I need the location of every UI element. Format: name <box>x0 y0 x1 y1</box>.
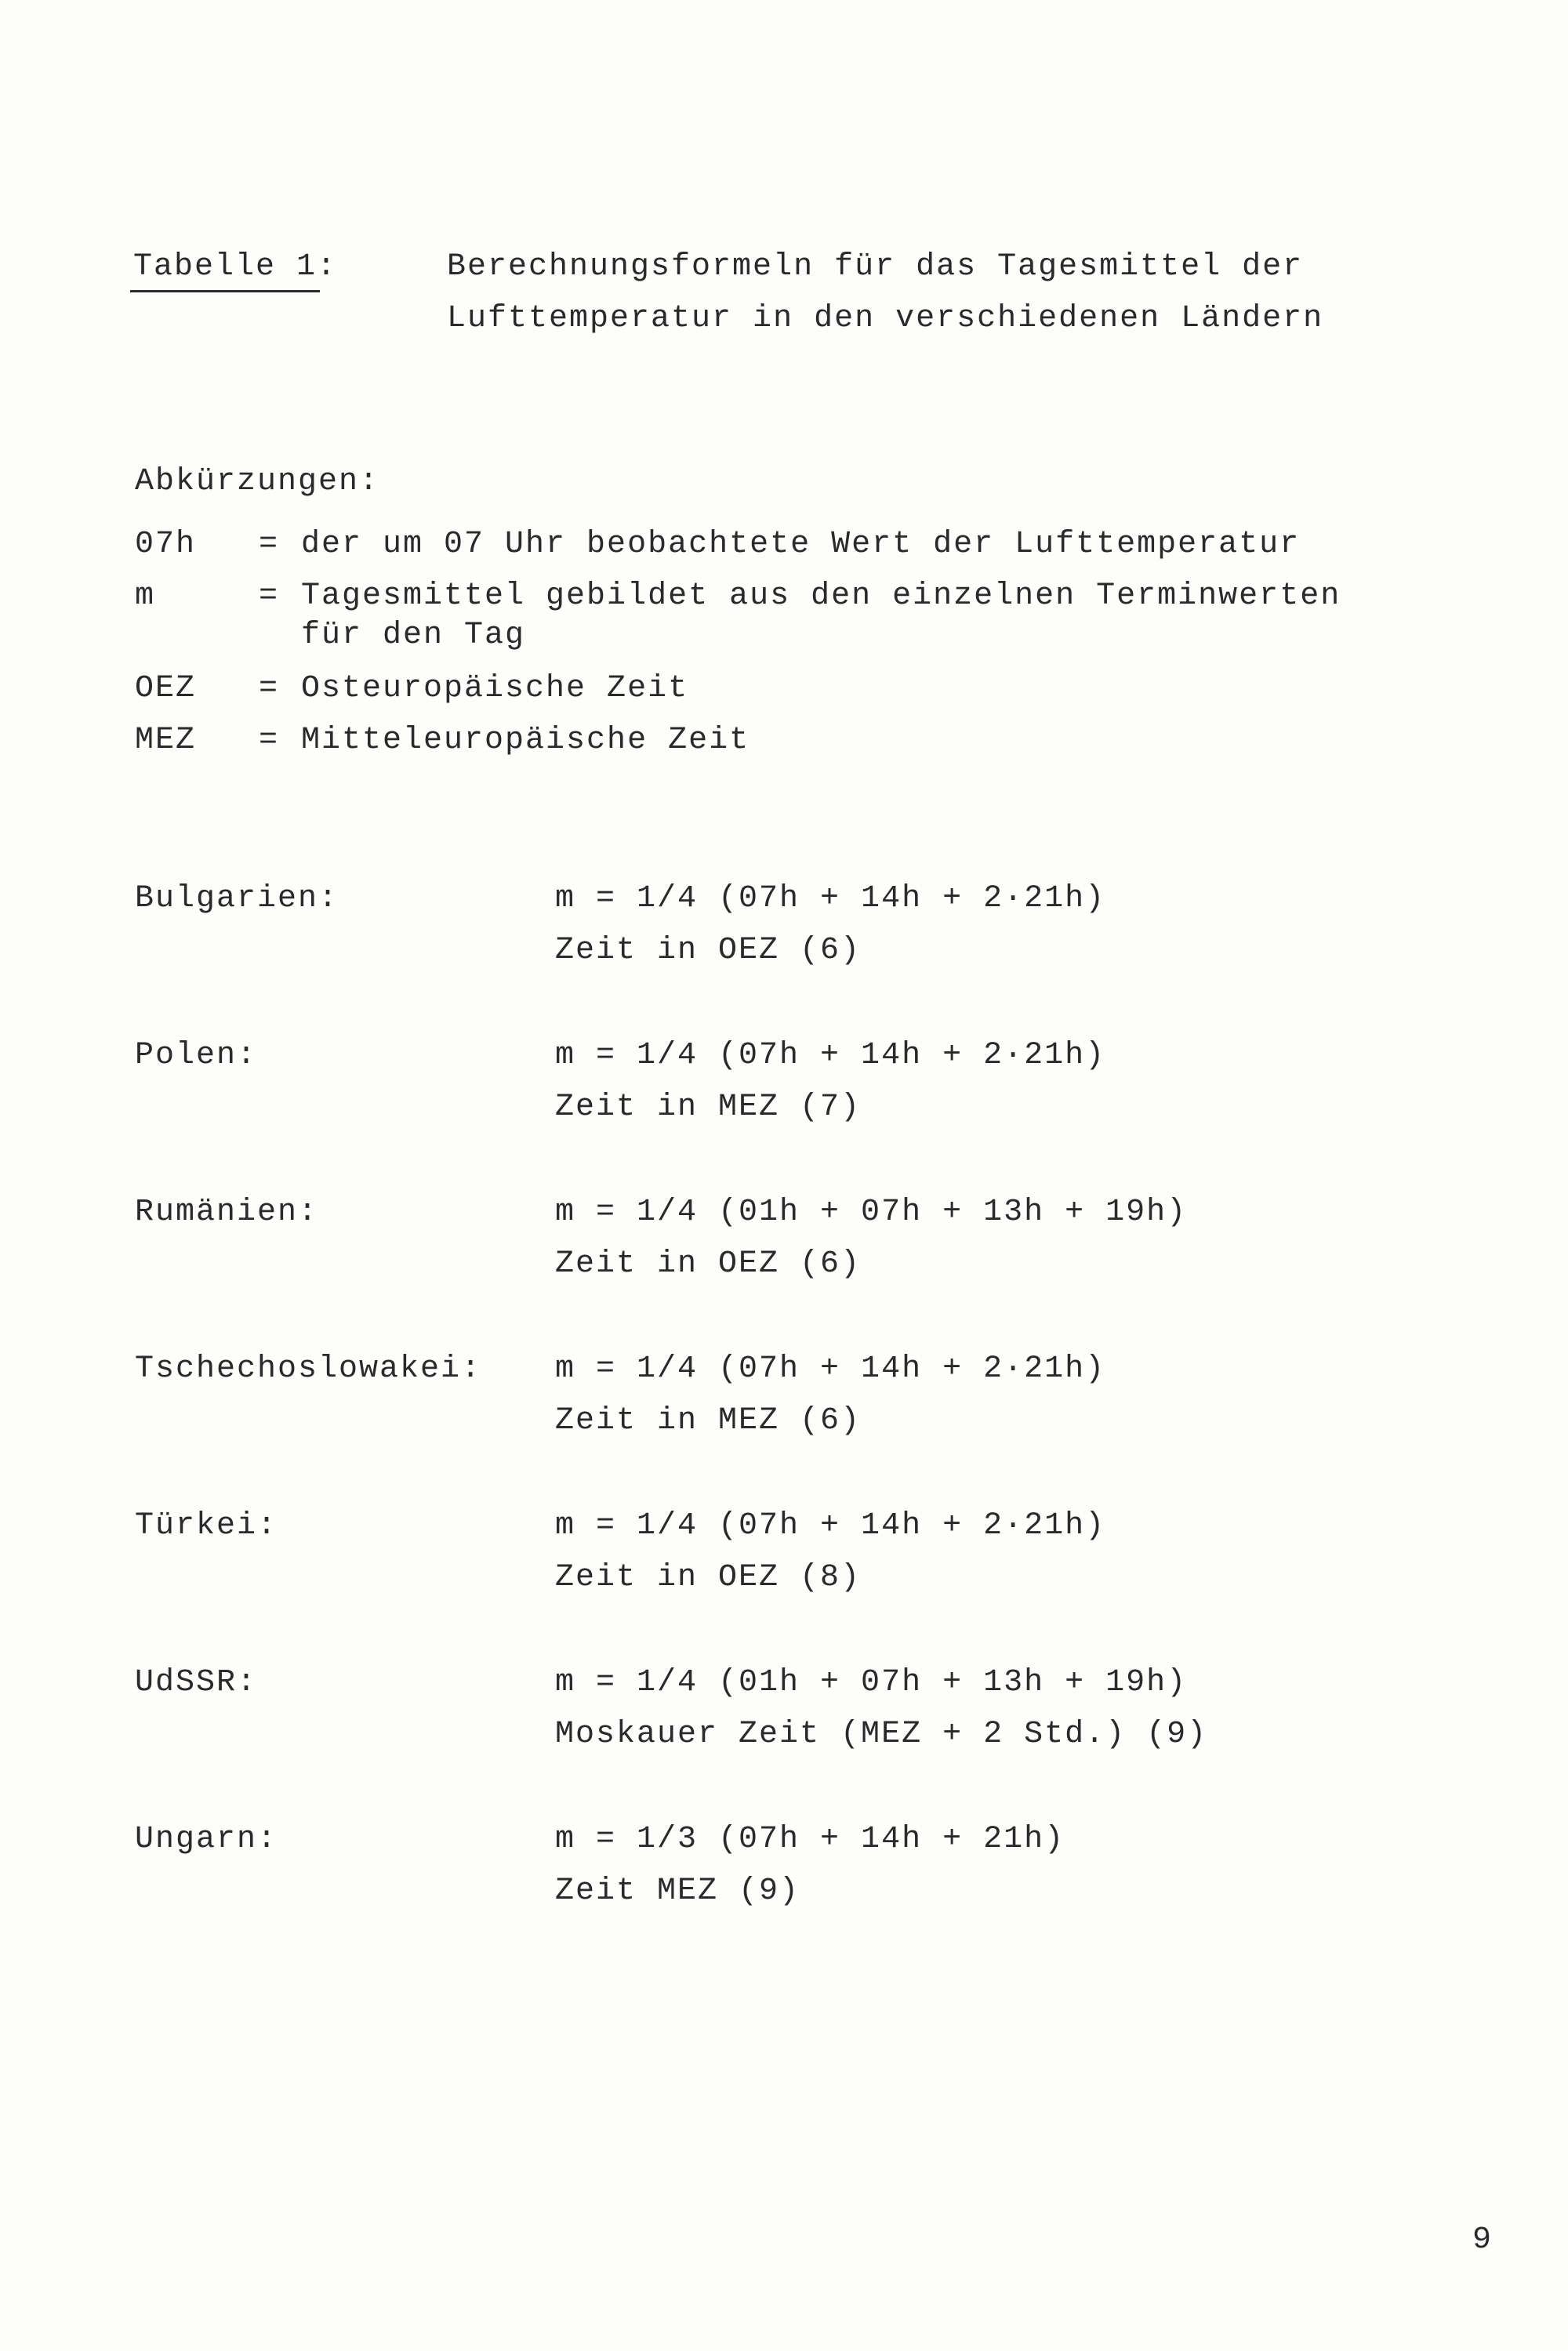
country-time-zone: Zeit in OEZ (6) <box>555 933 862 968</box>
country-formula: m = 1/3 (07h + 14h + 21h) <box>555 1822 1065 1857</box>
country-time-zone: Zeit in OEZ (8) <box>555 1560 862 1595</box>
abbreviation-key: m <box>135 579 156 614</box>
table-title-line-2: Lufttemperatur in den verschiedenen Ländern <box>447 301 1324 336</box>
abbreviation-equals: = <box>259 671 280 706</box>
abbreviation-equals: = <box>259 723 280 758</box>
country-name: Türkei: <box>135 1508 278 1544</box>
country-formula: m = 1/4 (01h + 07h + 13h + 19h) <box>555 1665 1188 1700</box>
country-name: UdSSR: <box>135 1665 258 1700</box>
abbreviation-definition: der um 07 Uhr beobachtete Wert der Lufttemperatur <box>301 527 1301 562</box>
table-label-underline <box>130 290 320 292</box>
abbreviations-heading: Abkürzungen: <box>135 464 380 499</box>
abbreviation-definition-continued: für den Tag <box>301 618 526 653</box>
country-name: Tschechoslowakei: <box>135 1351 482 1387</box>
abbreviation-definition: Osteuropäische Zeit <box>301 671 689 706</box>
country-formula: m = 1/4 (01h + 07h + 13h + 19h) <box>555 1195 1188 1230</box>
country-time-zone: Zeit in MEZ (6) <box>555 1403 862 1439</box>
country-time-zone: Zeit MEZ (9) <box>555 1874 800 1909</box>
country-name: Bulgarien: <box>135 881 339 916</box>
country-formula: m = 1/4 (07h + 14h + 2·21h) <box>555 1038 1106 1073</box>
abbreviation-definition: Tagesmittel gebildet aus den einzelnen Terminwerten <box>301 579 1341 614</box>
country-name: Rumänien: <box>135 1195 319 1230</box>
abbreviation-equals: = <box>259 579 280 614</box>
country-formula: m = 1/4 (07h + 14h + 2·21h) <box>555 1351 1106 1387</box>
country-name: Ungarn: <box>135 1822 278 1857</box>
abbreviation-key: 07h <box>135 527 197 562</box>
country-time-zone: Moskauer Zeit (MEZ + 2 Std.) (9) <box>555 1717 1208 1752</box>
page-number: 9 <box>1472 2222 1494 2258</box>
country-formula: m = 1/4 (07h + 14h + 2·21h) <box>555 1508 1106 1544</box>
table-title-line-1: Berechnungsformeln für das Tagesmittel der <box>447 249 1304 285</box>
abbreviation-equals: = <box>259 527 280 562</box>
abbreviation-key: OEZ <box>135 671 197 706</box>
country-time-zone: Zeit in OEZ (6) <box>555 1246 862 1282</box>
country-formula: m = 1/4 (07h + 14h + 2·21h) <box>555 881 1106 916</box>
table-label: Tabelle 1: <box>133 249 338 285</box>
abbreviation-key: MEZ <box>135 723 197 758</box>
country-name: Polen: <box>135 1038 258 1073</box>
abbreviation-definition: Mitteleuropäische Zeit <box>301 723 750 758</box>
country-time-zone: Zeit in MEZ (7) <box>555 1090 862 1125</box>
